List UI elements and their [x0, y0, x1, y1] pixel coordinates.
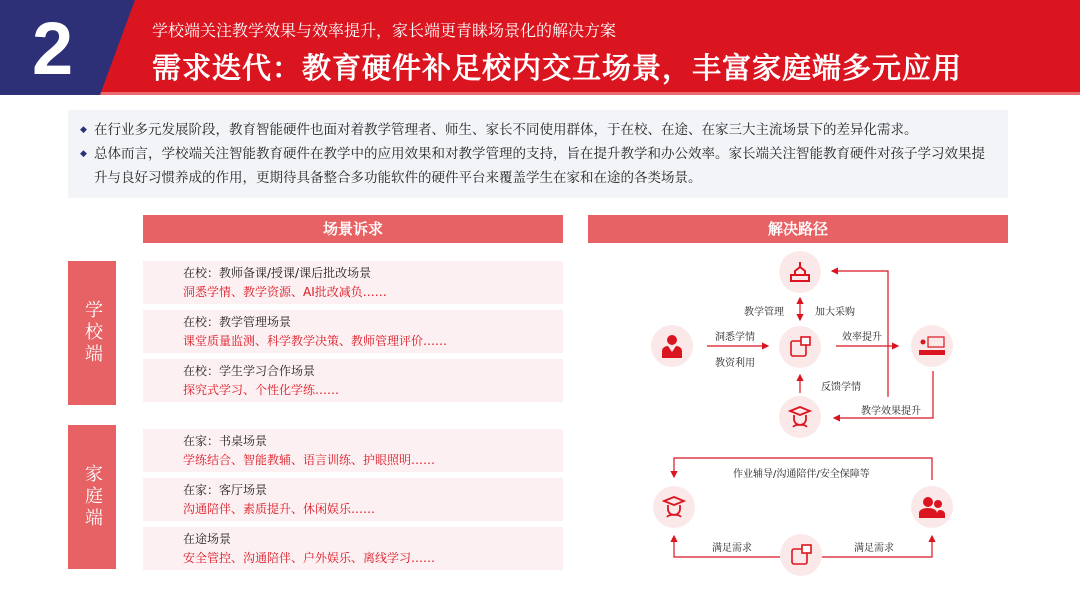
label-teaching-effect: 教学效果提升 — [861, 406, 921, 417]
label-teaching-management: 教学管理 — [744, 307, 784, 318]
section-number: 2 — [32, 7, 74, 90]
scene-title: 在家：书桌场景 — [183, 434, 268, 448]
summary-point: ◆ 总体而言，学校端关注智能教育硬件在教学中的应用效果和对教学管理的支持，旨在提升教学和办公效率。家长端关注智能教育硬件对孩子学习效果提升与良好习惯养成的作用，更期待具备整合多功能软件的硬件平台来覆盖学生在家和在途的各类场景。 — [82, 142, 994, 190]
parents-icon — [911, 486, 953, 528]
label-efficiency: 效率提升 — [842, 332, 882, 343]
school-building-icon — [779, 251, 821, 293]
scene-title: 在校：教学管理场景 — [183, 315, 292, 329]
student-graduate-icon — [653, 486, 695, 528]
scene-desc: 课堂质量监测、科学教学决策、教师管理评价…… — [183, 334, 448, 348]
classroom-icon — [911, 325, 953, 367]
label-resources: 教资利用 — [715, 358, 755, 369]
label-home-services: 作业辅导/沟通陪伴/安全保障等 — [733, 469, 870, 480]
school-side-label: 学校端 — [68, 261, 116, 405]
label-meet-needs-left: 满足需求 — [712, 543, 752, 554]
smart-device-icon — [780, 534, 822, 576]
label-meet-needs-right: 满足需求 — [854, 543, 894, 554]
scene-desc: 探究式学习、个性化学练…… — [183, 383, 340, 397]
student-graduate-icon — [779, 396, 821, 438]
scene-desc: 沟通陪伴、素质提升、休闲娱乐…… — [183, 502, 376, 516]
scene-title: 在家：客厅场景 — [183, 483, 268, 497]
page-title: 需求迭代：教育硬件补足校内交互场景，丰富家庭端多元应用 — [152, 51, 963, 85]
label-increase-purchase: 加大采购 — [815, 307, 855, 318]
page-subtitle: 学校端关注教学效果与效率提升，家长端更青睐场景化的解决方案 — [152, 21, 617, 40]
smart-device-icon — [779, 326, 821, 368]
scene-title: 在途场景 — [183, 532, 232, 546]
solution-path-heading: 解决路径 — [588, 215, 1008, 243]
scene-needs-heading: 场景诉求 — [143, 215, 563, 243]
scene-desc: 洞悉学情、教学资源、AI批改减负…… — [183, 285, 387, 299]
summary-point: ◆ 在行业多元发展阶段，教育智能硬件也面对着教学管理者、师生、家长不同使用群体，于在校、在途、在家三大主流场景下的差异化需求。 — [82, 118, 994, 142]
scene-title: 在校：学生学习合作场景 — [183, 364, 316, 378]
scene-desc: 学练结合、智能教辅、语言训练、护眼照明…… — [183, 453, 436, 467]
scene-title: 在校：教师备课/授课/课后批改场景 — [183, 266, 372, 280]
home-side-label: 家庭端 — [68, 425, 116, 569]
label-insight: 洞悉学情 — [715, 332, 755, 343]
scene-desc: 安全管控、沟通陪伴、户外娱乐、离线学习…… — [183, 551, 436, 565]
label-feedback: 反馈学情 — [821, 382, 861, 393]
teacher-icon — [651, 325, 693, 367]
